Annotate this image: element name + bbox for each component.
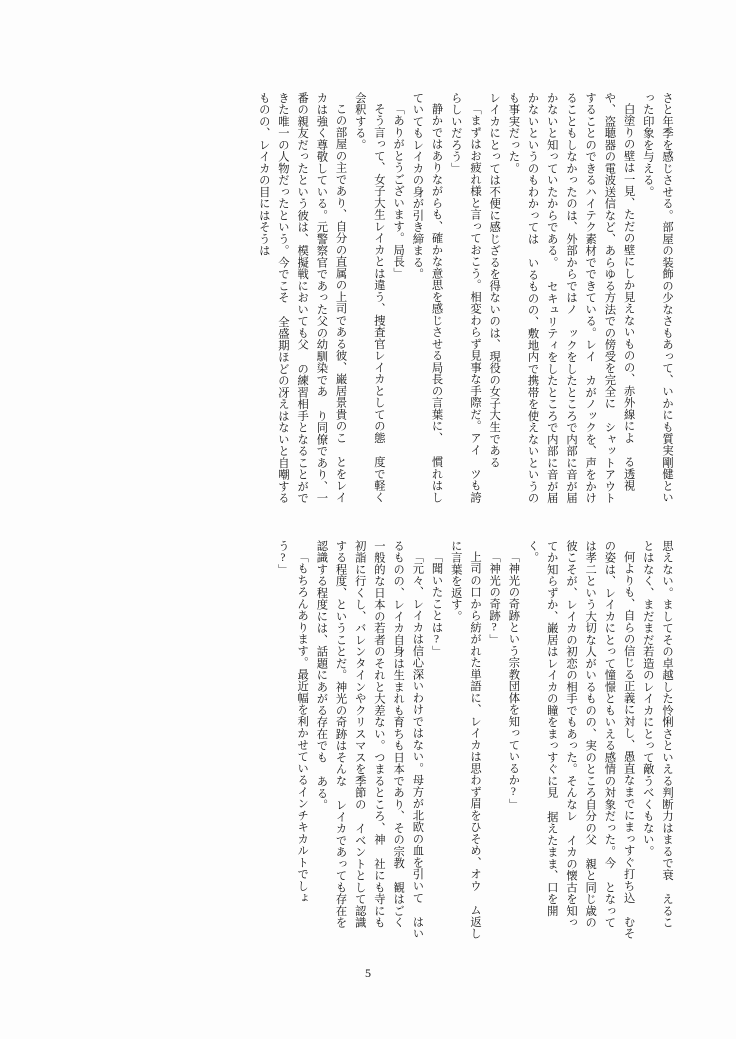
- paragraph: 白塗りの壁は一見、ただの壁にしか見えないものの、赤外線によ る透視や、盗聴器の電波送信など、あらゆる方法での傍受を完全に シャットアウトすることのできるハイテク素材でできている。レイ カがノックを、声をかけることもしなかったのは、外部からではノ ックをしたところで内部に音が届かないと知っていたからである。 セキュリティをしたところで内部に音が届かないというのもわかっては いるものの、敷地内で携帯を使えないというのも事実だった。: [507, 92, 635, 505]
- paragraph: さと年季を感じさせる。部屋の装飾の少なさもあって、いかにも質実剛健といった印象を与える。: [641, 92, 673, 504]
- page-number: 5: [365, 966, 371, 980]
- paragraph: 静かではありながらも、確かな意思を感じさせる局長の言葉に、 慣れはしていてもレイカの身が引き締まる。: [411, 92, 443, 504]
- paragraph: 「元々、レイカは信心深いわけではない。母方が北欧の血を引いて はいるものの、レイカ自身は生まれも育ちも日本であり、その宗教 観はごく一般的な日本の若者のそれと大差ない。つまるところ、神 社にも寺にも初詣に行くし、バレンタインやクリスマスを季節の イベントとして認識する程度、ということだ。神光の奇跡はそんな レイカであっても存在を認識する程度には、話題にあがる存在でも ある。: [315, 540, 424, 940]
- paragraph: 上司の口から紡がれた単語に、レイカは思わず眉をひそめ、オウ ム返しに言葉を返す。: [449, 540, 481, 940]
- paragraph: この部屋の主であり、自分の直属の上司である彼、巌居景貴のこ とをレイカは強く尊敬している。元警察官であった父の幼馴染であ り同僚であり、一番の親友だったという彼は、模擬戦においても父 の練習相手となることができた唯一の人物だったという。今でこそ 全盛期ほどの冴えはないと自嘲するものの、レイカの目にはそうは: [257, 92, 347, 505]
- paragraph: 思えない。ましてその卓越した怜悧さといえる判断力はまるで衰 えることはなく、まだまだ若造のレイカにとって敵うべくもない。: [641, 540, 673, 929]
- paragraph: 「ありがとうございます。局長」: [392, 103, 405, 280]
- paragraph: 「神光の奇跡?」: [488, 551, 501, 647]
- paragraph: 「もちろんあります。最近幅を利かせているインチキカルトでしょ う?」: [276, 540, 309, 904]
- paragraph: そう言って、女子大生レイカとは違う、捜査官レイカとしての態 度で軽く会釈する。: [353, 92, 385, 504]
- paragraph: 「まずはお疲れ様と言っておこう。相変わらず見事な手際だ。アイ ツも誇らしいだろう」: [449, 92, 481, 504]
- paragraph: 何よりも、自らの信じる正義に対し、愚直なまでにまっすぐ打ち込 むその姿は、レイカにとって憧憬ともいえる感情の対象だった。今 となっては孝二という大切な人がいるものの、実のところ自分の父 親と同じ歳の彼こそが、レイカの初恋の相手でもあった。そんなレ イカの懐古を知ってか知らずか、巌居はレイカの瞳をまっすぐに見 据えたまま、口を開く。: [526, 540, 635, 940]
- paragraph: レイカにとっては不便に感じざるを得ないのは、現役の女子大生である: [488, 92, 501, 469]
- paragraph: 「聞いたことは?」: [430, 551, 443, 658]
- paragraph: 「神光の奇跡という宗教団体を知っているか?」: [507, 551, 520, 811]
- lower-text-block: [116, 540, 676, 940]
- upper-text-block: [116, 92, 676, 512]
